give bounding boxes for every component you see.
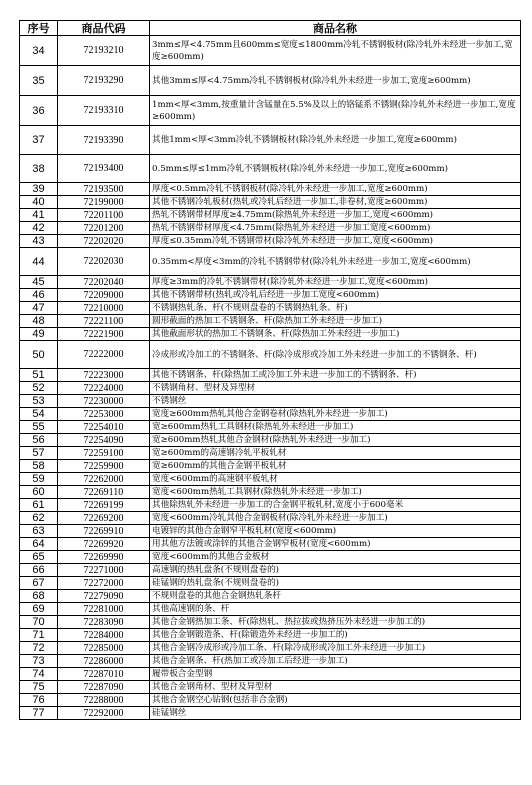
row-seq-cell: 74	[20, 668, 58, 681]
row-seq-cell: 58	[20, 460, 58, 473]
row-seq-cell: 72	[20, 642, 58, 655]
table-row	[20, 694, 521, 707]
row-name-cell: 其他不锈钢条、杆(除热加工或冷加工外未进一步加工的不锈钢条、杆)	[150, 369, 521, 382]
row-code-cell: 72269910	[58, 525, 150, 538]
header-name: 商品名称	[150, 21, 521, 36]
row-seq-cell: 54	[20, 408, 58, 421]
header-code: 商品代码	[58, 21, 150, 36]
row-seq-cell: 70	[20, 616, 58, 629]
table-row	[20, 590, 521, 603]
table-row	[20, 369, 521, 382]
row-name-cell: 不锈钢角材、型材及异型材	[150, 382, 521, 395]
table-row	[20, 382, 521, 395]
row-code-cell: 72288000	[58, 694, 150, 707]
row-seq-cell: 66	[20, 564, 58, 577]
row-seq-cell: 44	[20, 248, 58, 276]
row-name-cell: 其他截面形状的热加工不锈钢条、杆(除热加工外未经进一步加工)	[150, 328, 521, 341]
table-row	[20, 341, 521, 369]
table-row	[20, 577, 521, 590]
row-seq-cell: 34	[20, 36, 58, 66]
table-row	[20, 302, 521, 315]
row-code-cell: 72199000	[58, 196, 150, 209]
header-seq: 序号	[20, 21, 58, 36]
table-row	[20, 603, 521, 616]
row-seq-cell: 38	[20, 155, 58, 183]
row-name-cell: 热轧不锈钢带材厚度≥4.75mm(除热轧外未经进一步加工,宽度<600mm)	[150, 209, 521, 222]
row-seq-cell: 45	[20, 276, 58, 289]
row-name-cell: 其他合金钢角材、型材及异型材	[150, 681, 521, 694]
row-seq-cell: 35	[20, 66, 58, 96]
row-code-cell: 72285000	[58, 642, 150, 655]
row-seq-cell: 63	[20, 525, 58, 538]
row-seq-cell: 59	[20, 473, 58, 486]
row-name-cell: 其他1mm<厚<3mm冷轧不锈钢板材(除冷轧外未经进一步加工,宽度≥600mm)	[150, 126, 521, 155]
row-name-cell: 不规则盘卷的其他合金钢热轧条杆	[150, 590, 521, 603]
row-name-cell: 高速钢的热轧盘条(不规则盘卷的)	[150, 564, 521, 577]
row-seq-cell: 52	[20, 382, 58, 395]
row-name-cell: 宽度<600mm热轧工具钢材(除热轧外未经进一步加工)	[150, 486, 521, 499]
row-seq-cell: 67	[20, 577, 58, 590]
table-row	[20, 36, 521, 66]
table-row	[20, 222, 521, 235]
row-seq-cell: 37	[20, 126, 58, 155]
row-name-cell: 热轧不锈钢带材厚度<4.75mm(除热轧外未经进一步加工宽度<600mm)	[150, 222, 521, 235]
table-row	[20, 499, 521, 512]
row-seq-cell: 43	[20, 235, 58, 248]
row-name-cell: 0.5mm≤厚≤1mm冷轧不锈钢板材(除冷轧外未经进一步加工,宽度≥600mm)	[150, 155, 521, 183]
table-row	[20, 486, 521, 499]
table-row	[20, 421, 521, 434]
row-name-cell: 其他合金钢条、杆(热加工或冷加工后经进一步加工)	[150, 655, 521, 668]
row-name-cell: 不锈钢丝	[150, 395, 521, 408]
row-code-cell: 72193310	[58, 96, 150, 126]
table-row	[20, 183, 521, 196]
table-row	[20, 315, 521, 328]
row-name-cell: 其他不锈钢冷轧板材(热轧或冷轧后经进一步加工,非卷材,宽度≥600mm)	[150, 196, 521, 209]
row-name-cell: 电镀锌的其他合金钢窄平板轧材(宽度<600mm)	[150, 525, 521, 538]
row-seq-cell: 36	[20, 96, 58, 126]
row-seq-cell: 64	[20, 538, 58, 551]
row-seq-cell: 50	[20, 341, 58, 369]
row-seq-cell: 65	[20, 551, 58, 564]
row-code-cell: 72222000	[58, 341, 150, 369]
row-seq-cell: 42	[20, 222, 58, 235]
table-row	[20, 209, 521, 222]
row-code-cell: 72269200	[58, 512, 150, 525]
row-name-cell: 宽度≥600mm热轧其他合金钢卷材(除热轧外未经进一步加工)	[150, 408, 521, 421]
row-name-cell: 圆形截面的热加工不锈钢条、杆(除热加工外未经进一步加工)	[150, 315, 521, 328]
row-code-cell: 72193390	[58, 126, 150, 155]
row-name-cell: 硅锰钢丝	[150, 707, 521, 720]
table-row	[20, 447, 521, 460]
row-code-cell: 72224000	[58, 382, 150, 395]
row-name-cell: 不锈钢热轧条、杆(不规则盘卷的不锈钢热轧条、杆)	[150, 302, 521, 315]
row-code-cell: 72269110	[58, 486, 150, 499]
row-code-cell: 72201100	[58, 209, 150, 222]
row-seq-cell: 68	[20, 590, 58, 603]
row-seq-cell: 48	[20, 315, 58, 328]
table-row	[20, 248, 521, 276]
row-name-cell: 厚度≥3mm的冷轧不锈钢带材(除冷轧外未经进一步加工,宽度<600mm)	[150, 276, 521, 289]
row-code-cell: 72269920	[58, 538, 150, 551]
row-name-cell: 其他合金钢空心钻钢(包括非合金钢)	[150, 694, 521, 707]
table-row	[20, 276, 521, 289]
row-name-cell: 其他除热轧外未经进一步加工的合金钢平板轧材,宽度小于600毫米	[150, 499, 521, 512]
table-row	[20, 96, 521, 126]
table-row	[20, 473, 521, 486]
row-name-cell: 1mm<厚<3mm,按重量计含锰量在5.5%及以上的铬锰系不锈钢(除冷轧外未经进一步加工,宽度≥600mm)	[150, 96, 521, 126]
row-name-cell: 3mm≤厚<4.75mm且600mm≤宽度≤1800mm冷轧不锈钢板材(除冷轧外未经进一步加工,宽度≥600mm)	[150, 36, 521, 66]
row-seq-cell: 73	[20, 655, 58, 668]
table-row	[20, 616, 521, 629]
row-name-cell: 厚度<0.5mm冷轧不锈钢板材(除冷轧外未经进一步加工,宽度≥600mm)	[150, 183, 521, 196]
tariff-code-table	[19, 20, 520, 720]
row-seq-cell: 62	[20, 512, 58, 525]
row-code-cell: 72287090	[58, 681, 150, 694]
row-seq-cell: 51	[20, 369, 58, 382]
row-name-cell: 其他不锈钢带材(热轧或冷轧后经进一步加工宽度<600mm)	[150, 289, 521, 302]
row-seq-cell: 56	[20, 434, 58, 447]
row-name-cell: 宽≥600mm热轧其他合金钢材(除热轧外未经进一步加工)	[150, 434, 521, 447]
row-code-cell: 72254090	[58, 434, 150, 447]
row-seq-cell: 60	[20, 486, 58, 499]
row-code-cell: 72201200	[58, 222, 150, 235]
row-code-cell: 72254010	[58, 421, 150, 434]
row-name-cell: 0.35mm<厚度<3mm的冷轧不锈钢带材(除冷轧外未经进一步加工,宽度<600mm)	[150, 248, 521, 276]
row-code-cell: 72262000	[58, 473, 150, 486]
row-seq-cell: 57	[20, 447, 58, 460]
table-row	[20, 395, 521, 408]
row-name-cell: 其他高速钢的条、杆	[150, 603, 521, 616]
row-seq-cell: 40	[20, 196, 58, 209]
row-code-cell: 72269199	[58, 499, 150, 512]
table-row	[20, 460, 521, 473]
table-row	[20, 629, 521, 642]
row-code-cell: 72230000	[58, 395, 150, 408]
table-row	[20, 551, 521, 564]
row-name-cell: 宽度<600mm的其他合金板材	[150, 551, 521, 564]
table-row	[20, 655, 521, 668]
table-row	[20, 196, 521, 209]
row-code-cell: 72223000	[58, 369, 150, 382]
table-row	[20, 126, 521, 155]
table-row	[20, 668, 521, 681]
row-code-cell: 72286000	[58, 655, 150, 668]
table-row	[20, 564, 521, 577]
row-code-cell: 72283090	[58, 616, 150, 629]
row-name-cell: 宽≥600mm热轧工具钢材(除热轧外未经进一步加工)	[150, 421, 521, 434]
row-code-cell: 72193400	[58, 155, 150, 183]
row-code-cell: 72221900	[58, 328, 150, 341]
row-seq-cell: 39	[20, 183, 58, 196]
row-code-cell: 72253000	[58, 408, 150, 421]
row-code-cell: 72272000	[58, 577, 150, 590]
row-name-cell: 其他合金钢锻造条、杆(除锻造外未经进一步加工的)	[150, 629, 521, 642]
row-name-cell: 冷成形或冷加工的不锈钢条、杆(除冷成形或冷加工外未经进一步加工的不锈钢条、杆)	[150, 341, 521, 369]
row-code-cell: 72202040	[58, 276, 150, 289]
row-code-cell: 72259100	[58, 447, 150, 460]
row-code-cell: 72271000	[58, 564, 150, 577]
row-code-cell: 72193210	[58, 36, 150, 66]
row-code-cell: 72284000	[58, 629, 150, 642]
row-name-cell: 其他合金钢热加工条、杆(除热轧、热拉拔或热挤压外未经进一步加工的)	[150, 616, 521, 629]
row-seq-cell: 46	[20, 289, 58, 302]
table-row	[20, 538, 521, 551]
row-name-cell: 其他3mm≤厚<4.75mm冷轧不锈钢板材(除冷轧外未经进一步加工,宽度≥600mm)	[150, 66, 521, 96]
row-seq-cell: 61	[20, 499, 58, 512]
row-seq-cell: 75	[20, 681, 58, 694]
row-code-cell: 72269990	[58, 551, 150, 564]
table-row	[20, 434, 521, 447]
row-code-cell: 72193290	[58, 66, 150, 96]
row-name-cell: 履带板合金型钢	[150, 668, 521, 681]
row-seq-cell: 53	[20, 395, 58, 408]
table-row	[20, 642, 521, 655]
row-seq-cell: 69	[20, 603, 58, 616]
row-seq-cell: 71	[20, 629, 58, 642]
table-row	[20, 681, 521, 694]
table-row	[20, 707, 521, 720]
row-code-cell: 72193500	[58, 183, 150, 196]
row-code-cell: 72292000	[58, 707, 150, 720]
table-row	[20, 525, 521, 538]
row-code-cell: 72221100	[58, 315, 150, 328]
table-body	[20, 36, 521, 720]
row-name-cell: 其他合金钢冷成形或冷加工条、杆(除冷成形或冷加工外未经进一步加工)	[150, 642, 521, 655]
row-code-cell: 72210000	[58, 302, 150, 315]
table-row	[20, 66, 521, 96]
row-code-cell: 72279090	[58, 590, 150, 603]
row-seq-cell: 55	[20, 421, 58, 434]
row-code-cell: 72287010	[58, 668, 150, 681]
row-code-cell: 72209000	[58, 289, 150, 302]
row-name-cell: 宽≥600mm的高速钢冷轧平板轧材	[150, 447, 521, 460]
row-name-cell: 宽≥600mm的其他合金钢平板轧材	[150, 460, 521, 473]
row-seq-cell: 49	[20, 328, 58, 341]
table-row	[20, 328, 521, 341]
table-row	[20, 155, 521, 183]
table-row	[20, 289, 521, 302]
row-name-cell: 硅锰钢的热轧盘条(不规则盘卷的)	[150, 577, 521, 590]
row-seq-cell: 47	[20, 302, 58, 315]
row-code-cell: 72202020	[58, 235, 150, 248]
row-code-cell: 72202030	[58, 248, 150, 276]
row-code-cell: 72281000	[58, 603, 150, 616]
row-seq-cell: 77	[20, 707, 58, 720]
row-name-cell: 宽度<600mm的高速钢平板轧材	[150, 473, 521, 486]
row-seq-cell: 41	[20, 209, 58, 222]
row-code-cell: 72259900	[58, 460, 150, 473]
row-name-cell: 厚度≤0.35mm冷轧不锈钢带材(除冷轧外未经进一步加工,宽度<600mm)	[150, 235, 521, 248]
table-row	[20, 408, 521, 421]
row-seq-cell: 76	[20, 694, 58, 707]
row-name-cell: 用其他方法镀或涂锌的其他合金钢窄板材(宽度<600mm)	[150, 538, 521, 551]
table-header-row	[20, 21, 521, 36]
table-row	[20, 512, 521, 525]
row-name-cell: 宽度<600mm冷轧其他合金钢板材(除冷轧外未经进一步加工)	[150, 512, 521, 525]
table-row	[20, 235, 521, 248]
